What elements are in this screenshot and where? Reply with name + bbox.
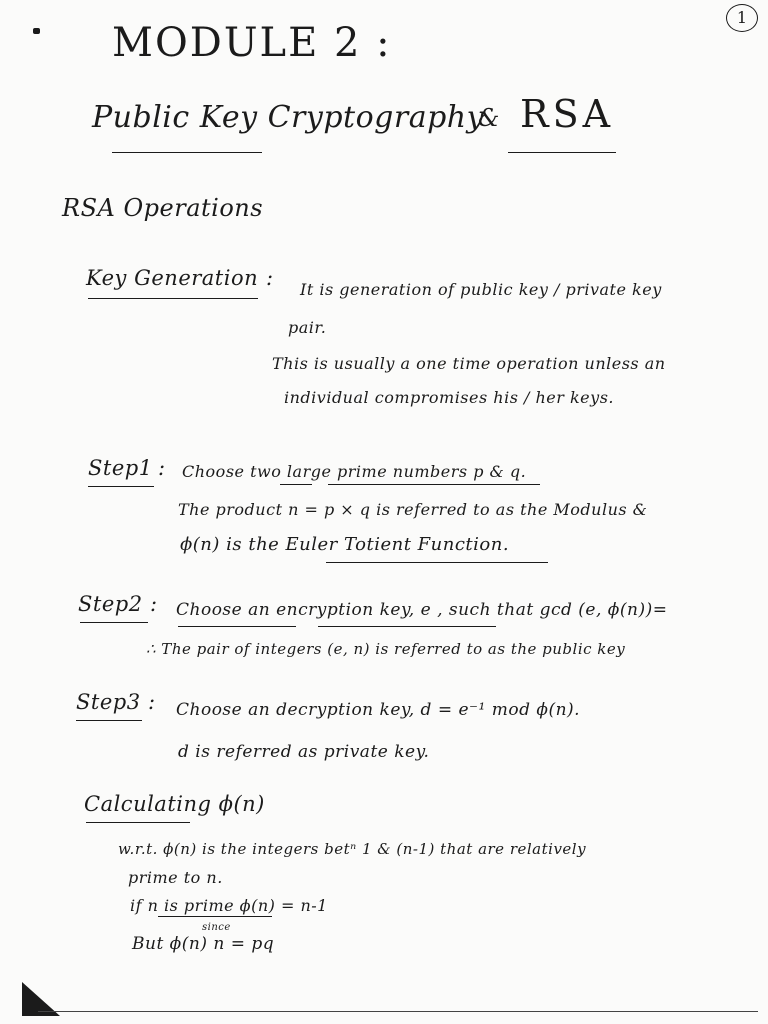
step1-label: Step1 <box>88 456 153 480</box>
step1-line-1: Choose two large prime numbers p & q. <box>182 462 527 481</box>
step2-line-1: Choose an encryption key, e , such that gcd (e, ϕ(n))= <box>176 600 668 620</box>
key-generation-line-3: This is usually a one time operation unless an <box>272 354 666 373</box>
key-generation-colon: : <box>266 266 274 290</box>
section-heading: RSA Operations <box>62 194 264 222</box>
step3-underline <box>76 720 142 721</box>
calculating-since-note: since <box>202 922 231 933</box>
step1-underline <box>88 486 154 487</box>
calculating-underline <box>86 822 190 823</box>
ink-speck <box>33 28 40 34</box>
calculating-line-3: if n is prime ϕ(n) = n-1 <box>130 896 328 915</box>
key-generation-line-1: It is generation of public key / private key <box>300 280 662 299</box>
step2-underline <box>80 622 148 623</box>
step1-underline-two <box>280 484 312 485</box>
step2-underline-key <box>318 626 496 627</box>
page-bottom-edge <box>38 1011 758 1012</box>
step1-underline-prime <box>328 484 540 485</box>
key-generation-line-2: pair. <box>288 318 327 337</box>
calculating-line-2: prime to n. <box>128 868 223 887</box>
step3-line-2: d is referred as private key. <box>178 742 430 762</box>
step1-underline-euler <box>326 562 548 563</box>
subtitle-underline-2 <box>508 152 616 153</box>
subtitle-underline-1 <box>112 152 262 153</box>
folded-corner-mark <box>22 982 62 1018</box>
module-title: MODULE 2 : <box>112 20 392 66</box>
step3-label: Step3 <box>76 690 141 714</box>
calculating-heading: Calculating ϕ(n) <box>84 792 265 816</box>
key-generation-heading: Key Generation <box>86 266 259 290</box>
calculating-line-4: But ϕ(n) n = pq <box>132 934 275 954</box>
step1-line-3: ϕ(n) is the Euler Totient Function. <box>180 534 510 555</box>
step2-colon: : <box>150 592 158 616</box>
key-generation-underline <box>88 298 258 299</box>
step2-line-2: ∴ The pair of integers (e, n) is referred to as the public key <box>146 640 626 658</box>
subtitle-rsa: RSA <box>520 92 615 136</box>
step1-line-2: The product n = p × q is referred to as the Modulus & <box>178 500 648 519</box>
key-generation-line-4: individual compromises his / her keys. <box>284 388 614 407</box>
step1-colon: : <box>158 456 166 480</box>
page-number: 1 <box>726 4 758 32</box>
step2-underline-choose <box>178 626 296 627</box>
subtitle-ampersand: & <box>478 104 500 132</box>
step3-line-1: Choose an decryption key, d = e⁻¹ mod ϕ(n). <box>176 700 581 720</box>
calculating-underline-prime <box>158 916 272 917</box>
subtitle-public-key-cryptography: Public Key Cryptography <box>92 100 485 135</box>
step2-label: Step2 <box>78 592 143 616</box>
calculating-line-1: w.r.t. ϕ(n) is the integers betⁿ 1 & (n-1) that are relatively <box>118 840 587 858</box>
step3-colon: : <box>148 690 156 714</box>
